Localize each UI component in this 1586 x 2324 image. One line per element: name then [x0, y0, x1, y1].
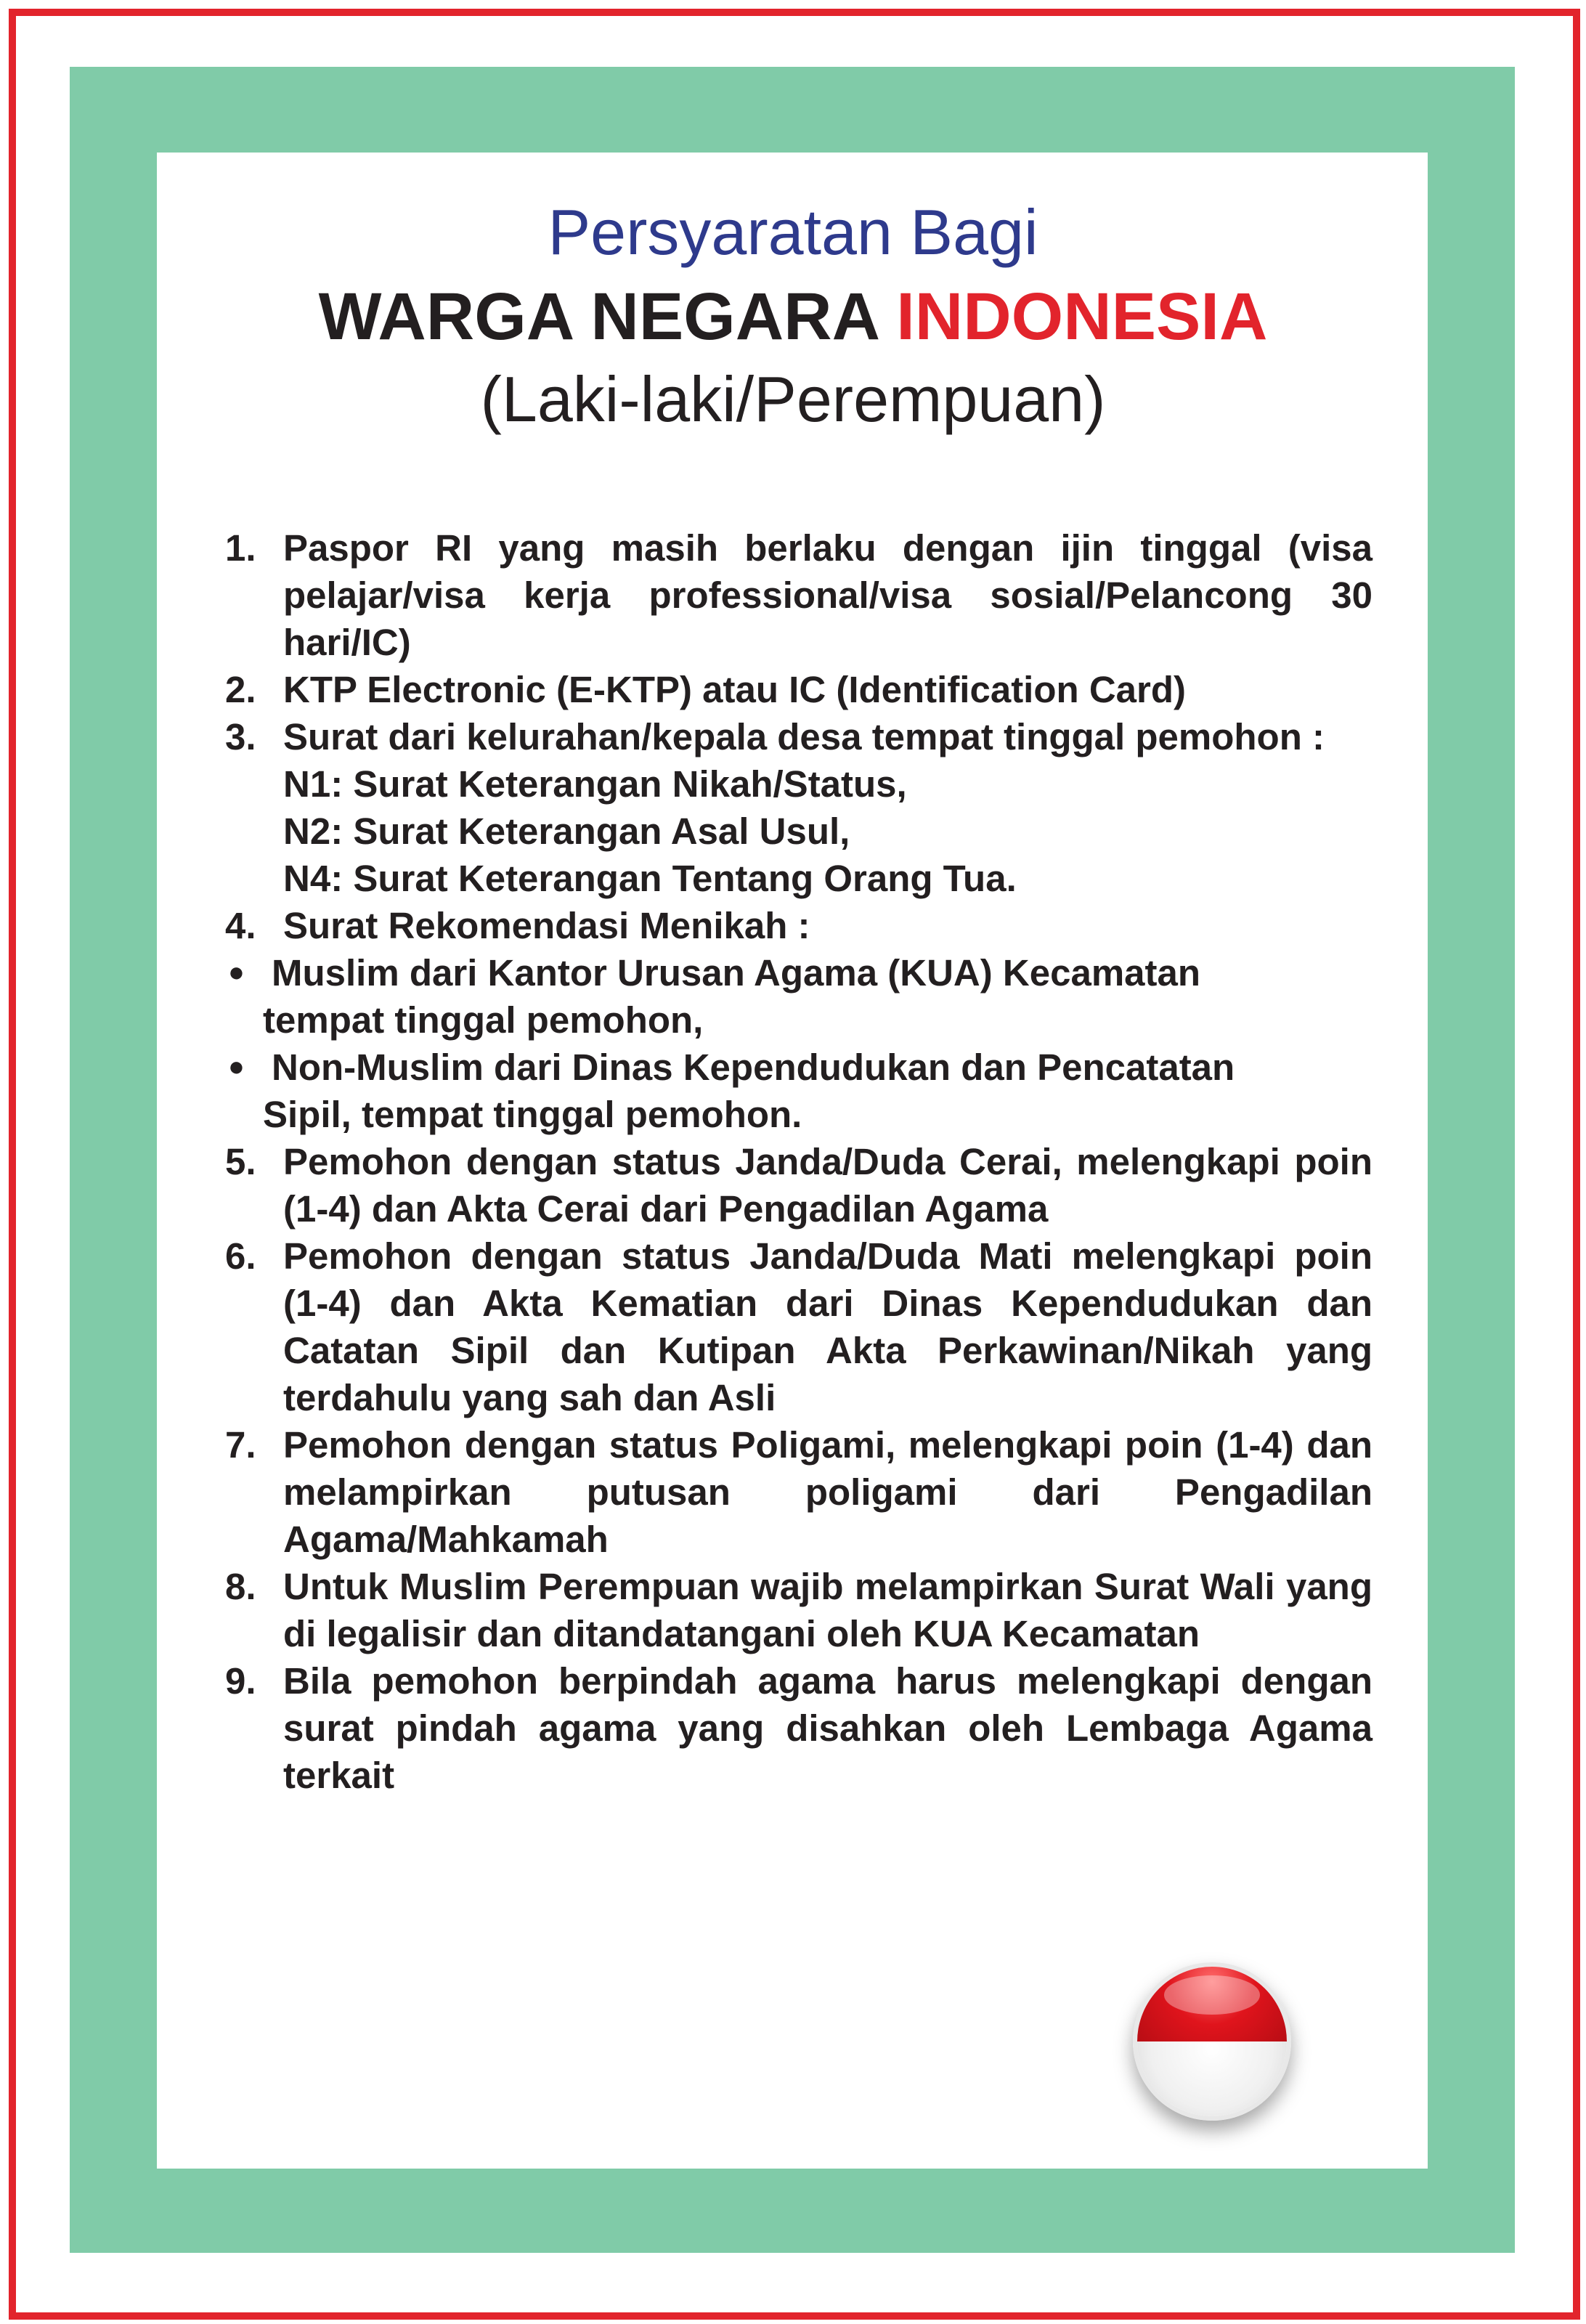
item-number: 2. [225, 669, 256, 710]
bullet-icon: ● [228, 1052, 245, 1082]
flag-white-half [1137, 2041, 1287, 2116]
item-text: Pemohon dengan status Janda/Duda Mati melengkapi poin (1-4) dan Akta Kematian dari Dinas Kependudukan dan Catatan Sipil dan Kutipan Akta Perkawinan/Nikah yang terdahulu yang sah dan Asli [283, 1235, 1372, 1418]
requirement-item-1 [218, 524, 1372, 666]
bullet-text-cont: tempat tinggal pemohon, [263, 999, 704, 1041]
requirement-item-9 [218, 1657, 1372, 1799]
bullet-text-cont: Sipil, tempat tinggal pemohon. [263, 1094, 802, 1135]
requirement-item-7 [218, 1421, 1372, 1563]
requirement-item-3 [218, 713, 1372, 902]
item-number: 5. [225, 1141, 256, 1182]
requirement-item-6 [218, 1232, 1372, 1421]
title-accent: INDONESIA [896, 280, 1268, 354]
item-text: Bila pemohon berpindah agama harus melengkapi dengan surat pindah agama yang disahkan oleh Lembaga Agama terkait [283, 1660, 1372, 1796]
sub-item: N4: Surat Keterangan Tentang Orang Tua. [283, 858, 1017, 899]
title-prefix: WARGA NEGARA [318, 280, 897, 354]
item-text: Surat Rekomendasi Menikah : [283, 905, 810, 946]
item-number: 4. [225, 905, 256, 946]
bullet-item [218, 949, 1372, 1044]
requirements-list [218, 524, 1372, 1799]
flag-shine [1164, 1975, 1260, 2015]
bullet-text: Non-Muslim dari Dinas Kependudukan dan Pencatatan [272, 1047, 1235, 1088]
requirement-item-5 [218, 1138, 1372, 1232]
requirement-item-4 [218, 902, 1372, 949]
bullet-item [218, 1044, 1372, 1138]
flag-area [1066, 1925, 1349, 2164]
item-number: 8. [225, 1566, 256, 1607]
item-number: 3. [225, 716, 256, 757]
item-text: Pemohon dengan status Poligami, melengkapi poin (1-4) dan melampirkan putusan poligami dari Pengadilan Agama/Mahkamah [283, 1424, 1372, 1560]
sub-item: N2: Surat Keterangan Asal Usul, [283, 810, 850, 852]
item-number: 1. [225, 527, 256, 569]
item-text: Paspor RI yang masih berlaku dengan ijin tinggal (visa pelajar/visa kerja professional/visa sosial/Pelancong 30 hari/IC) [283, 527, 1372, 663]
title-line3: (Laki-laki/Perempuan) [480, 363, 1106, 435]
item-number: 9. [225, 1660, 256, 1702]
requirement-item-2 [218, 666, 1372, 713]
title-line1: Persyaratan Bagi [548, 196, 1038, 268]
title-line2 [0, 279, 1586, 354]
item-number: 7. [225, 1424, 256, 1466]
sub-item: N1: Surat Keterangan Nikah/Status, [283, 763, 907, 805]
bullet-text: Muslim dari Kantor Urusan Agama (KUA) Kecamatan [272, 952, 1201, 994]
item-text: Surat dari kelurahan/kepala desa tempat tinggal pemohon : [283, 716, 1325, 757]
item-number: 6. [225, 1235, 256, 1277]
item-text: Pemohon dengan status Janda/Duda Cerai, melengkapi poin (1-4) dan Akta Cerai dari Pengadilan Agama [283, 1141, 1372, 1230]
indonesia-flag-icon [1133, 1962, 1291, 2121]
item-text: KTP Electronic (E-KTP) atau IC (Identification Card) [283, 669, 1187, 710]
bullet-icon: ● [228, 957, 245, 988]
requirement-item-8 [218, 1563, 1372, 1657]
item-text: Untuk Muslim Perempuan wajib melampirkan Surat Wali yang di legalisir dan ditandatangani oleh KUA Kecamatan [283, 1566, 1372, 1654]
